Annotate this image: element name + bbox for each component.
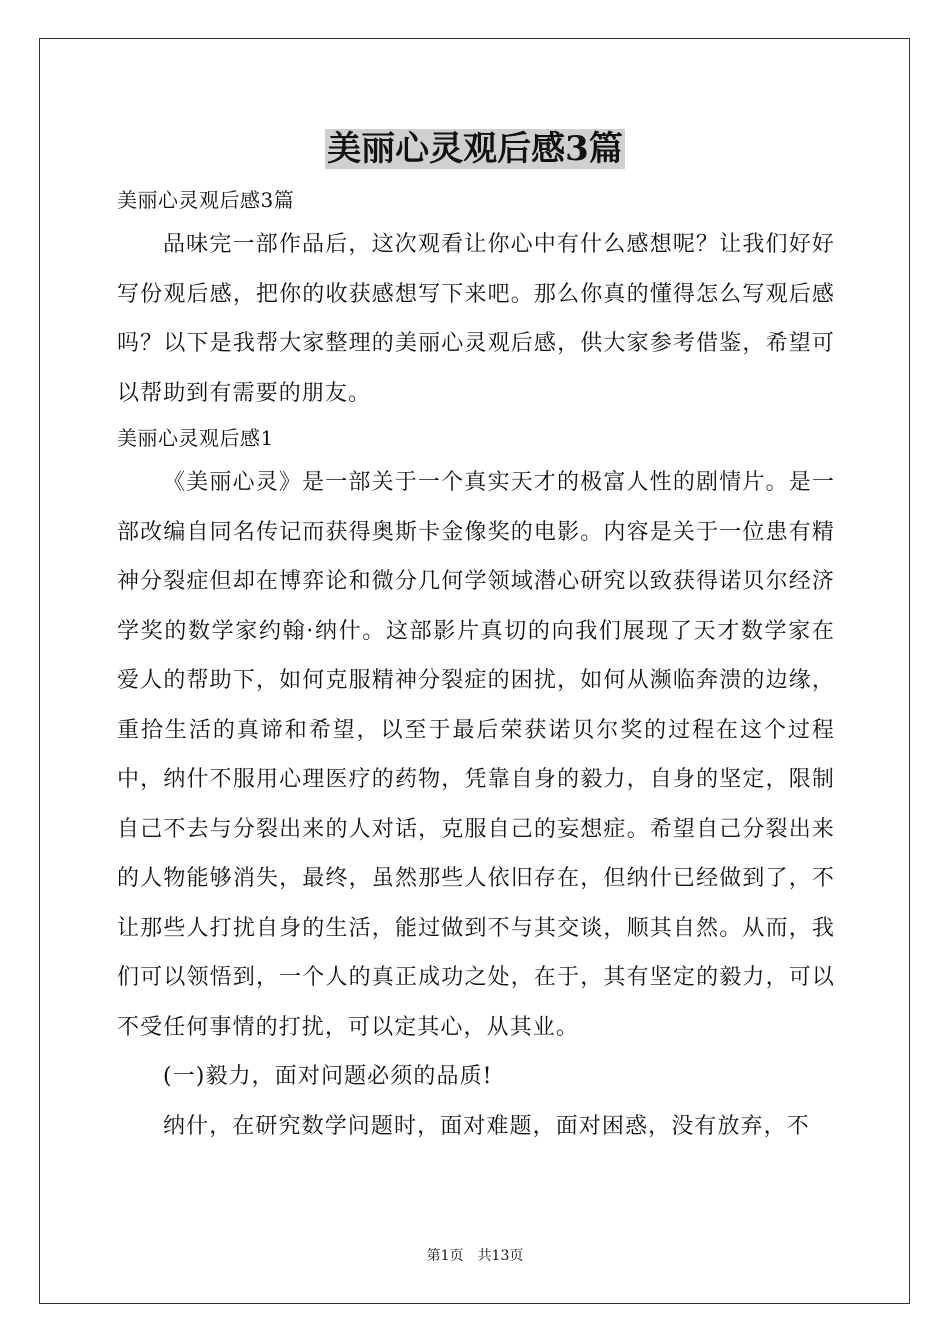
page-footer: 第1页 共13页 [426,1248,524,1264]
body-paragraph: 《美丽心灵》是一部关于一个真实天才的极富人性的剧情片。是一部改编自同名传记而获得奥斯卡金像奖的电影。内容是关于一位患有精神分裂症但却在博弈论和微分几何学领域潜心研究以致获得诺贝尔经济学奖的数学家约翰·纳什。这部影片真切的向我们展现了天才数学家在爱人的帮助下，如何克服精神分裂症的困扰，如何从濒临奔溃的边缘，重拾生活的真谛和希望，以至于最后荣获诺贝尔奖的过程在这个过程中，纳什不服用心理医疗的药物，凭靠自身的毅力，自身的坚定，限制自己不去与分裂出来的人对话，克服自己的妄想症。希望自己分裂出来的人物能够消失，最终，虽然那些人依旧存在，但纳什已经做到了，不让那些人打扰自身的生活，能过做到不与其交谈，顺其自然。从而，我们可以领悟到，一个人的真正成功之处，在于，其有坚定的毅力，可以不受任何事情的打扰，可以定其心，从其业。 [117,470,835,1040]
intro-paragraph: 品味完一部作品后，这次观看让你心中有什么感想呢？让我们好好写份观后感，把你的收获感想写下来吧。那么你真的懂得怎么写观后感吗？以下是我帮大家整理的美丽心灵观后感，供大家参考借鉴，希望可以帮助到有需要的朋友。 [117,232,835,406]
document-title-text: 美丽心灵观后感3篇 [327,129,623,169]
section-heading: 美丽心灵观后感3篇 [117,188,295,212]
document-body [117,180,835,1151]
body-paragraph: 纳什，在研究数学问题时，面对难题，面对困惑，没有放弃，不 [163,1113,810,1139]
document-title [0,124,950,174]
section-heading: 美丽心灵观后感1 [117,426,274,450]
subheading-paragraph: (一)毅力，面对问题必须的品质! [163,1064,493,1089]
